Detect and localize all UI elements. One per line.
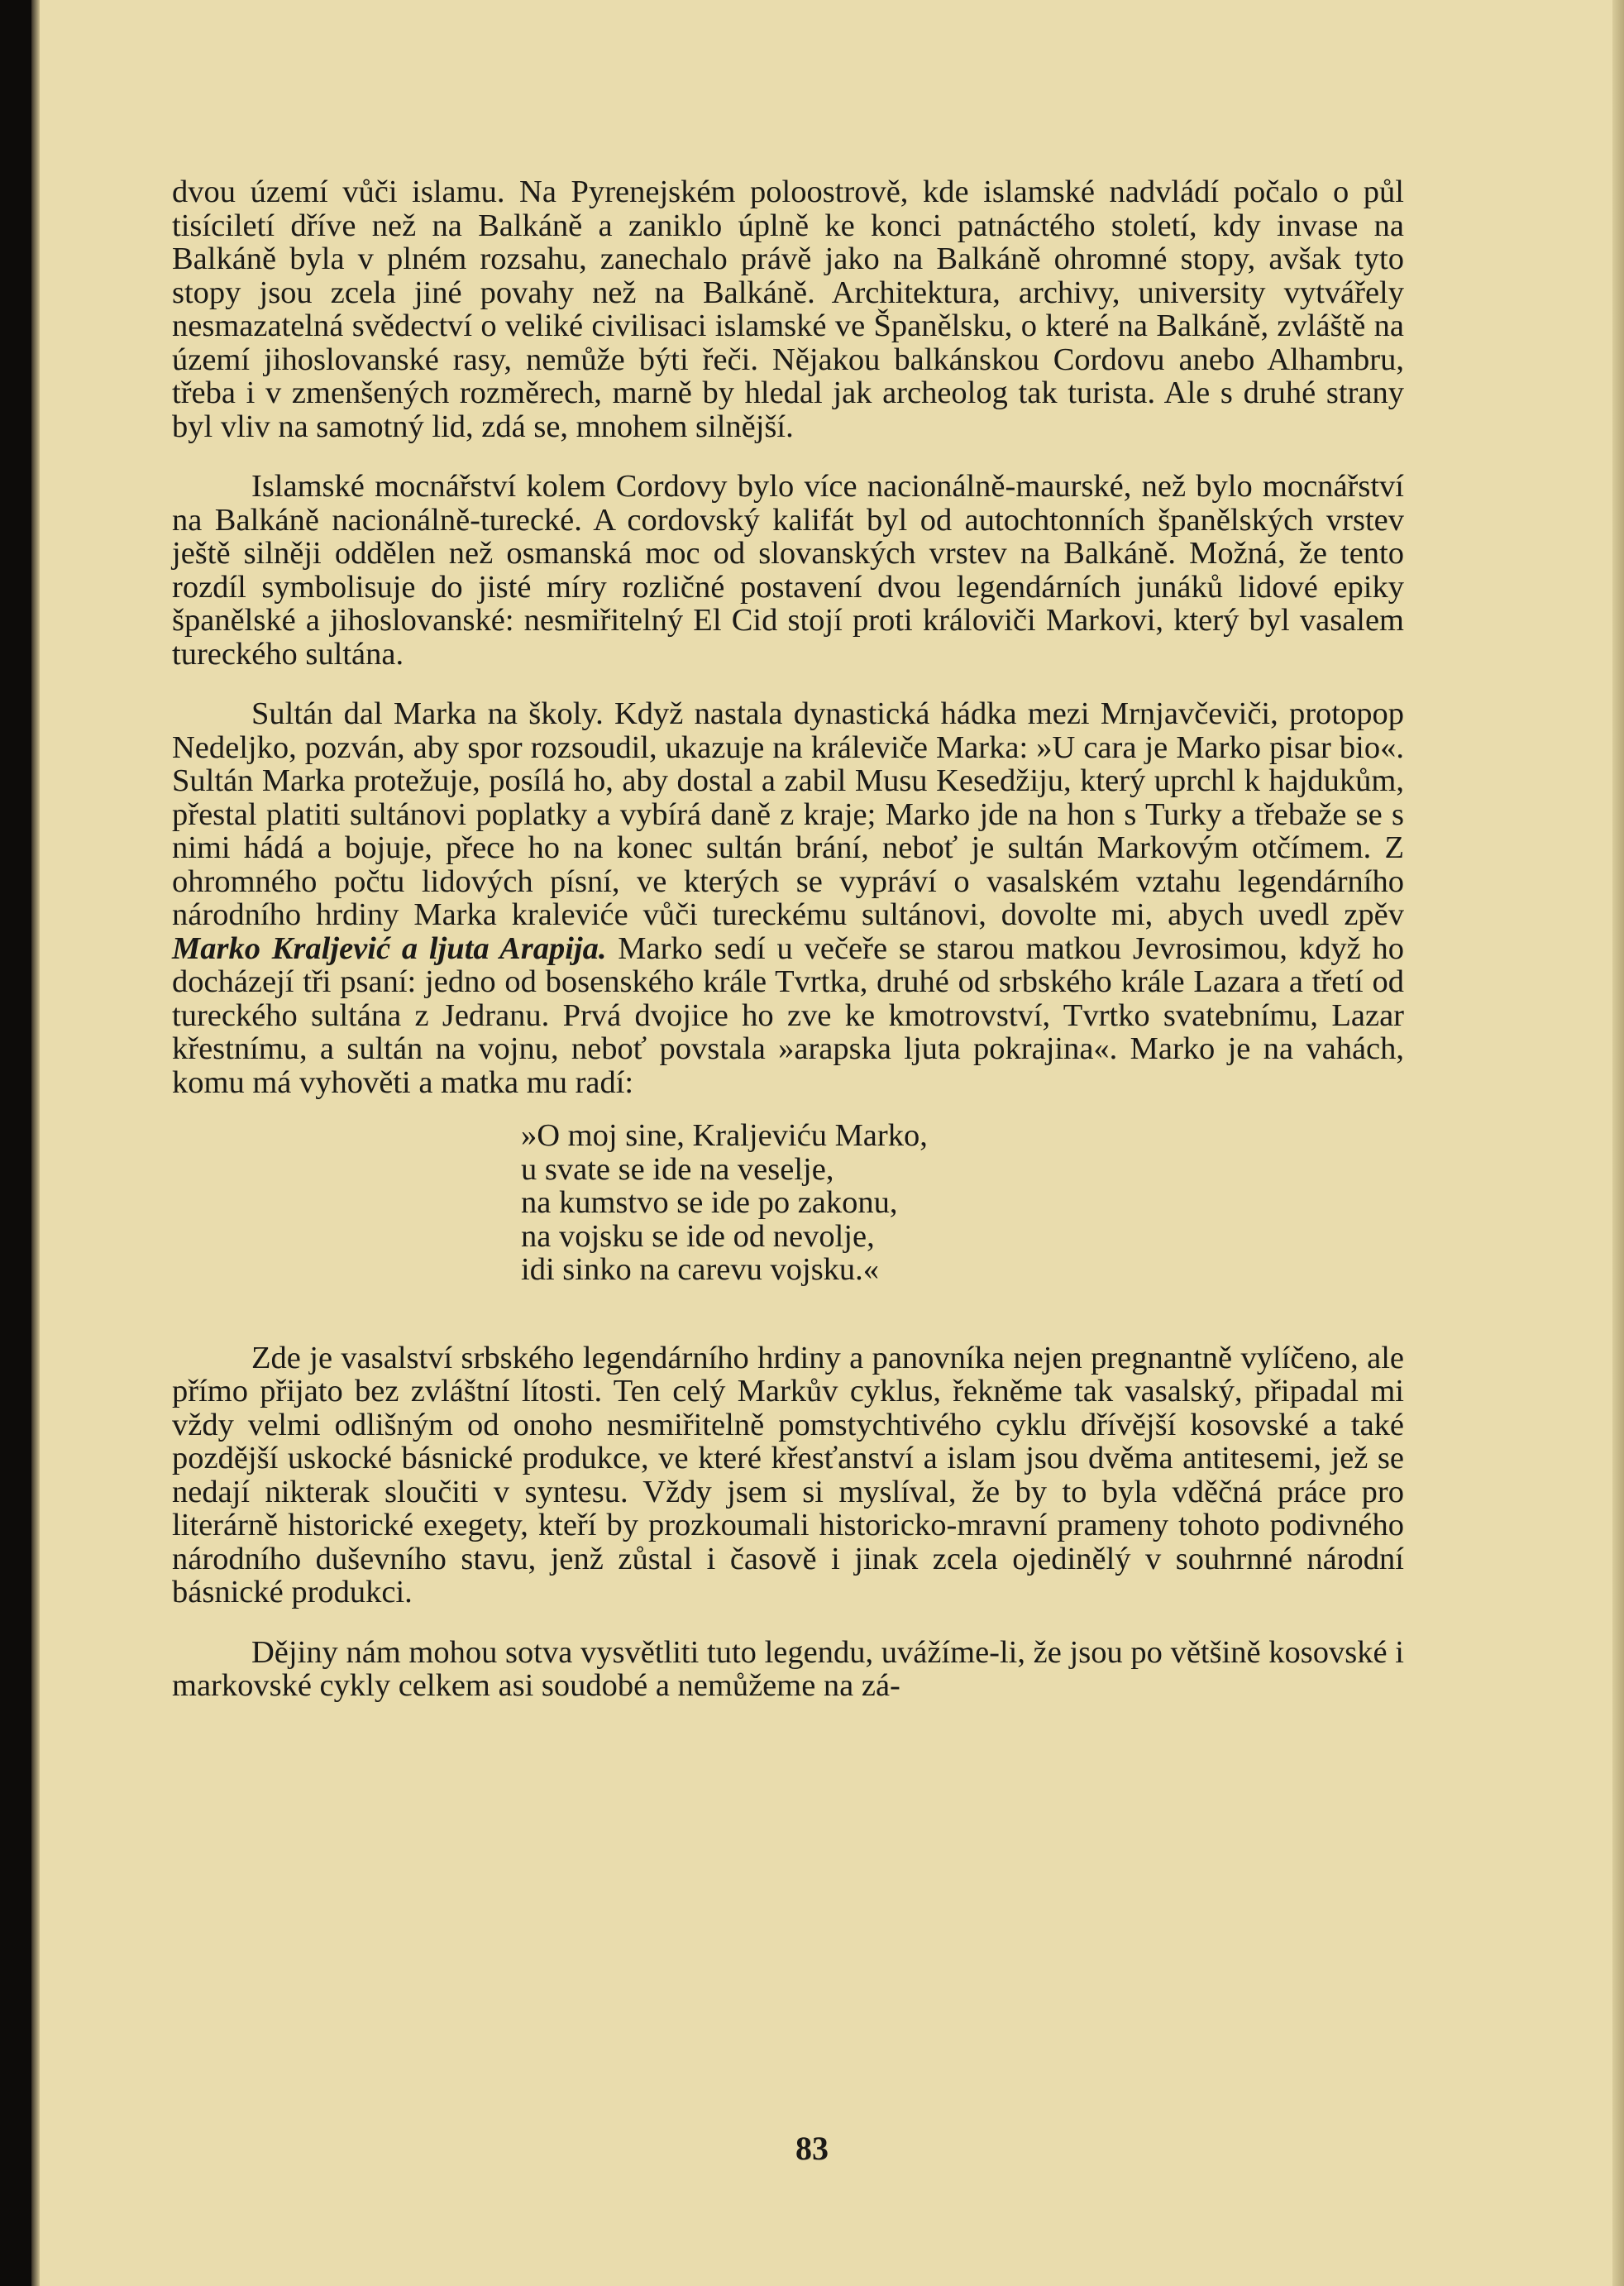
verse-quote <box>521 1119 1404 1287</box>
verse-line: u svate se ide na veselje, <box>521 1151 834 1187</box>
verse-line: na vojsku se ide od nevolje, <box>521 1218 875 1254</box>
paragraph-5: Dějiny nám mohou sotva vysvětliti tuto legendu, uvážíme-li, že jsou po většině kosovské i markovské cykly celkem asi soudobé a nemůžeme na zá- <box>172 1634 1404 1703</box>
page-edge <box>1612 0 1624 2286</box>
paragraph-2: Islamské mocnářství kolem Cordovy bylo více nacionálně-maurské, než bylo mocnářství na Balkáně nacionálně-turecké. A cordovský kalifát byl od autochtonních španělských vrstev ještě silněji oddělen než osmanská moc od slovanských vrstev na Balkáně. Možná, že tento rozdíl symbolisuje do jisté míry rozličné postavení dvou legendárních junáků lidové epiky španělské a jihoslovanské: nesmiřitelný El Cid stojí proti královiči Markovi, který byl vasalem tureckého sultána. <box>172 469 1404 672</box>
paragraph-3 <box>172 697 1404 1099</box>
paragraph-3-text-a: Sultán dal Marka na školy. Když nastala dynastická hádka mezi Mrnjavčeviči, protopop Nedeljko, pozván, aby spor rozsoudil, ukazuje na králeviče Marka: »U cara je Marko pisar bio«. Sultán Marka protežuje, posílá ho, aby dostal a zabil Musu Kesedžiju, který uprchl k hajdukům, přestal platiti sultánovi poplatky a vybírá daně z kraje; Marko jde na hon s Turky a třebaže se s nimi hádá a bojuje, přece ho na konec sultán brání, neboť je sultán Markovým otčímem. Z ohromného počtu lidových písní, ve kterých se vypráví o vasalském vztahu legendárního národního hrdiny Marka kraleviće vůči tureckému sultánovi, dovolte mi, abych uvedl zpěv <box>172 696 1404 932</box>
page-number: 83 <box>795 2130 829 2167</box>
paragraph-4: Zde je vasalství srbského legendárního hrdiny a panovníka nejen pregnantně vylíčeno, ale přímo přijato bez zvláštní lítosti. Ten celý Markův cyklus, řekněme tak vasalský, připadal mi vždy velmi odlišným od onoho nesmiřitelně pomstychtivého cyklu dřívější kosovské a také pozdější uskocké básnické produkce, ve které křesťanství a islam jsou dvěma antitesemi, jež se nedají nikterak sloučiti v syntesu. Vždy jsem si myslíval, že by to byla vděčná práce pro literárně historické exegety, kteří by prozkoumali historicko-mravní prameny tohoto podivného národního duševního stavu, jenž zůstal i časově i jinak zcela ojedinělý v souhrnné národní básnické produkci. <box>172 1340 1404 1609</box>
book-spine-shadow <box>0 0 31 2286</box>
paragraph-3-text-b: Marko sedí u večeře se starou matkou Jevrosimou, když ho docházejí tři psaní: jedno od bosenského krále Tvrtka, druhé od srbského krále Lazara a třetí od tureckého sultána z Jedranu. Prvá dvojice ho zve ke kmotrovství, Tvrtko svatebnímu, Lazar křestnímu, a sultán na vojnu, neboť povstala »arapska ljuta pokrajina«. Marko je na vahách, komu má vyhověti a matka mu radí: <box>172 930 1405 1100</box>
paragraph-1: dvou území vůči islamu. Na Pyrenejském poloostrově, kde islamské nadvládí počalo o půl tisíciletí dříve než na Balkáně a zaniklo úplně ke konci patnáctého století, kdy invase na Balkáně byla v plném rozsahu, zanechalo právě jako na Balkáně ohromné stopy, avšak tyto stopy jsou zcela jiné povahy než na Balkáně. Architektura, archivy, university vytvářely nesmazatelná svědectví o veliké civilisaci islamské ve Španělsku, o které na Balkáně, zvláště na území jihoslovanské rasy, nemůže býti řeči. Nějakou balkánskou Cordovu anebo Alhambru, třeba i v zmenšených rozměrech, marně by hledal jak archeolog tak turista. Ale s druhé strany byl vliv na samotný lid, zdá se, mnohem silnější. <box>172 175 1404 444</box>
gutter-shade <box>31 0 40 2286</box>
verse-line: na kumstvo se ide po zakonu, <box>521 1185 898 1220</box>
verse-line: idi sinko na carevu vojsku.« <box>521 1252 880 1287</box>
song-title: Marko Kraljević a ljuta Arapija. <box>172 930 607 966</box>
verse-line: »O moj sine, Kraljeviću Marko, <box>521 1118 928 1153</box>
page-body <box>172 175 1404 1729</box>
